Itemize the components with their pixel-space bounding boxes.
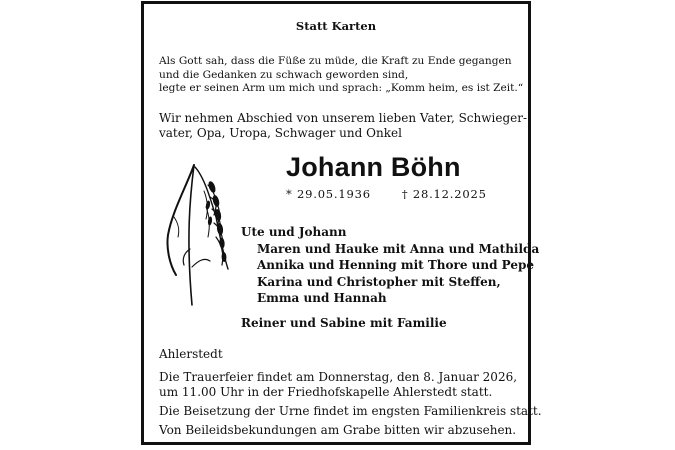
mourner-line: Emma und Hannah [257,291,387,305]
grass-ear-icon [164,157,236,307]
death-date: † 28.12.2025 [401,187,487,201]
intro-line: Wir nehmen Abschied von unserem lieben Vater, Schwieger- [159,111,528,125]
header-statt-karten: Statt Karten [295,19,377,33]
poem [159,55,523,96]
condolences-line: Von Beileidsbekundungen am Grabe bitten wir abzusehen. [159,423,517,437]
mourners-list [241,224,539,331]
funeral-line: um 11.00 Uhr in der Friedhofskapelle Ahlerstedt statt. [159,385,493,399]
poem-line: legte er seinen Arm um mich und sprach: „Komm heim, es ist Zeit.“ [159,82,524,94]
funeral-notices [159,370,542,438]
deceased-name: Johann Böhn [286,152,461,182]
intro-line: vater, Opa, Uropa, Schwager und Onkel [159,126,402,140]
poem-line: Als Gott sah, dass die Füße zu müde, die Kraft zu Ende gegangen [159,55,512,67]
mourner-line: Maren und Hauke mit Anna und Mathilda [257,241,540,256]
mourner-line: Annika und Henning mit Thore und Pepe [257,258,535,272]
mourner-line: Ute und Johann [241,225,347,239]
mourner-line: Karina und Christopher mit Steffen, [257,274,501,289]
funeral-line: Die Trauerfeier findet am Donnerstag, den 8. Januar 2026, [159,370,518,384]
burial-line: Die Beisetzung der Urne findet im engsten Familienkreis statt. [159,404,542,418]
birth-date: * 29.05.1936 [286,187,371,201]
obituary-notice [141,1,542,445]
life-dates [286,187,487,201]
mourner-line: Reiner und Sabine mit Familie [241,315,447,330]
place: Ahlerstedt [159,347,223,361]
poem-line: und die Gedanken zu schwach geworden sind, [159,68,409,81]
intro-text [159,111,527,141]
